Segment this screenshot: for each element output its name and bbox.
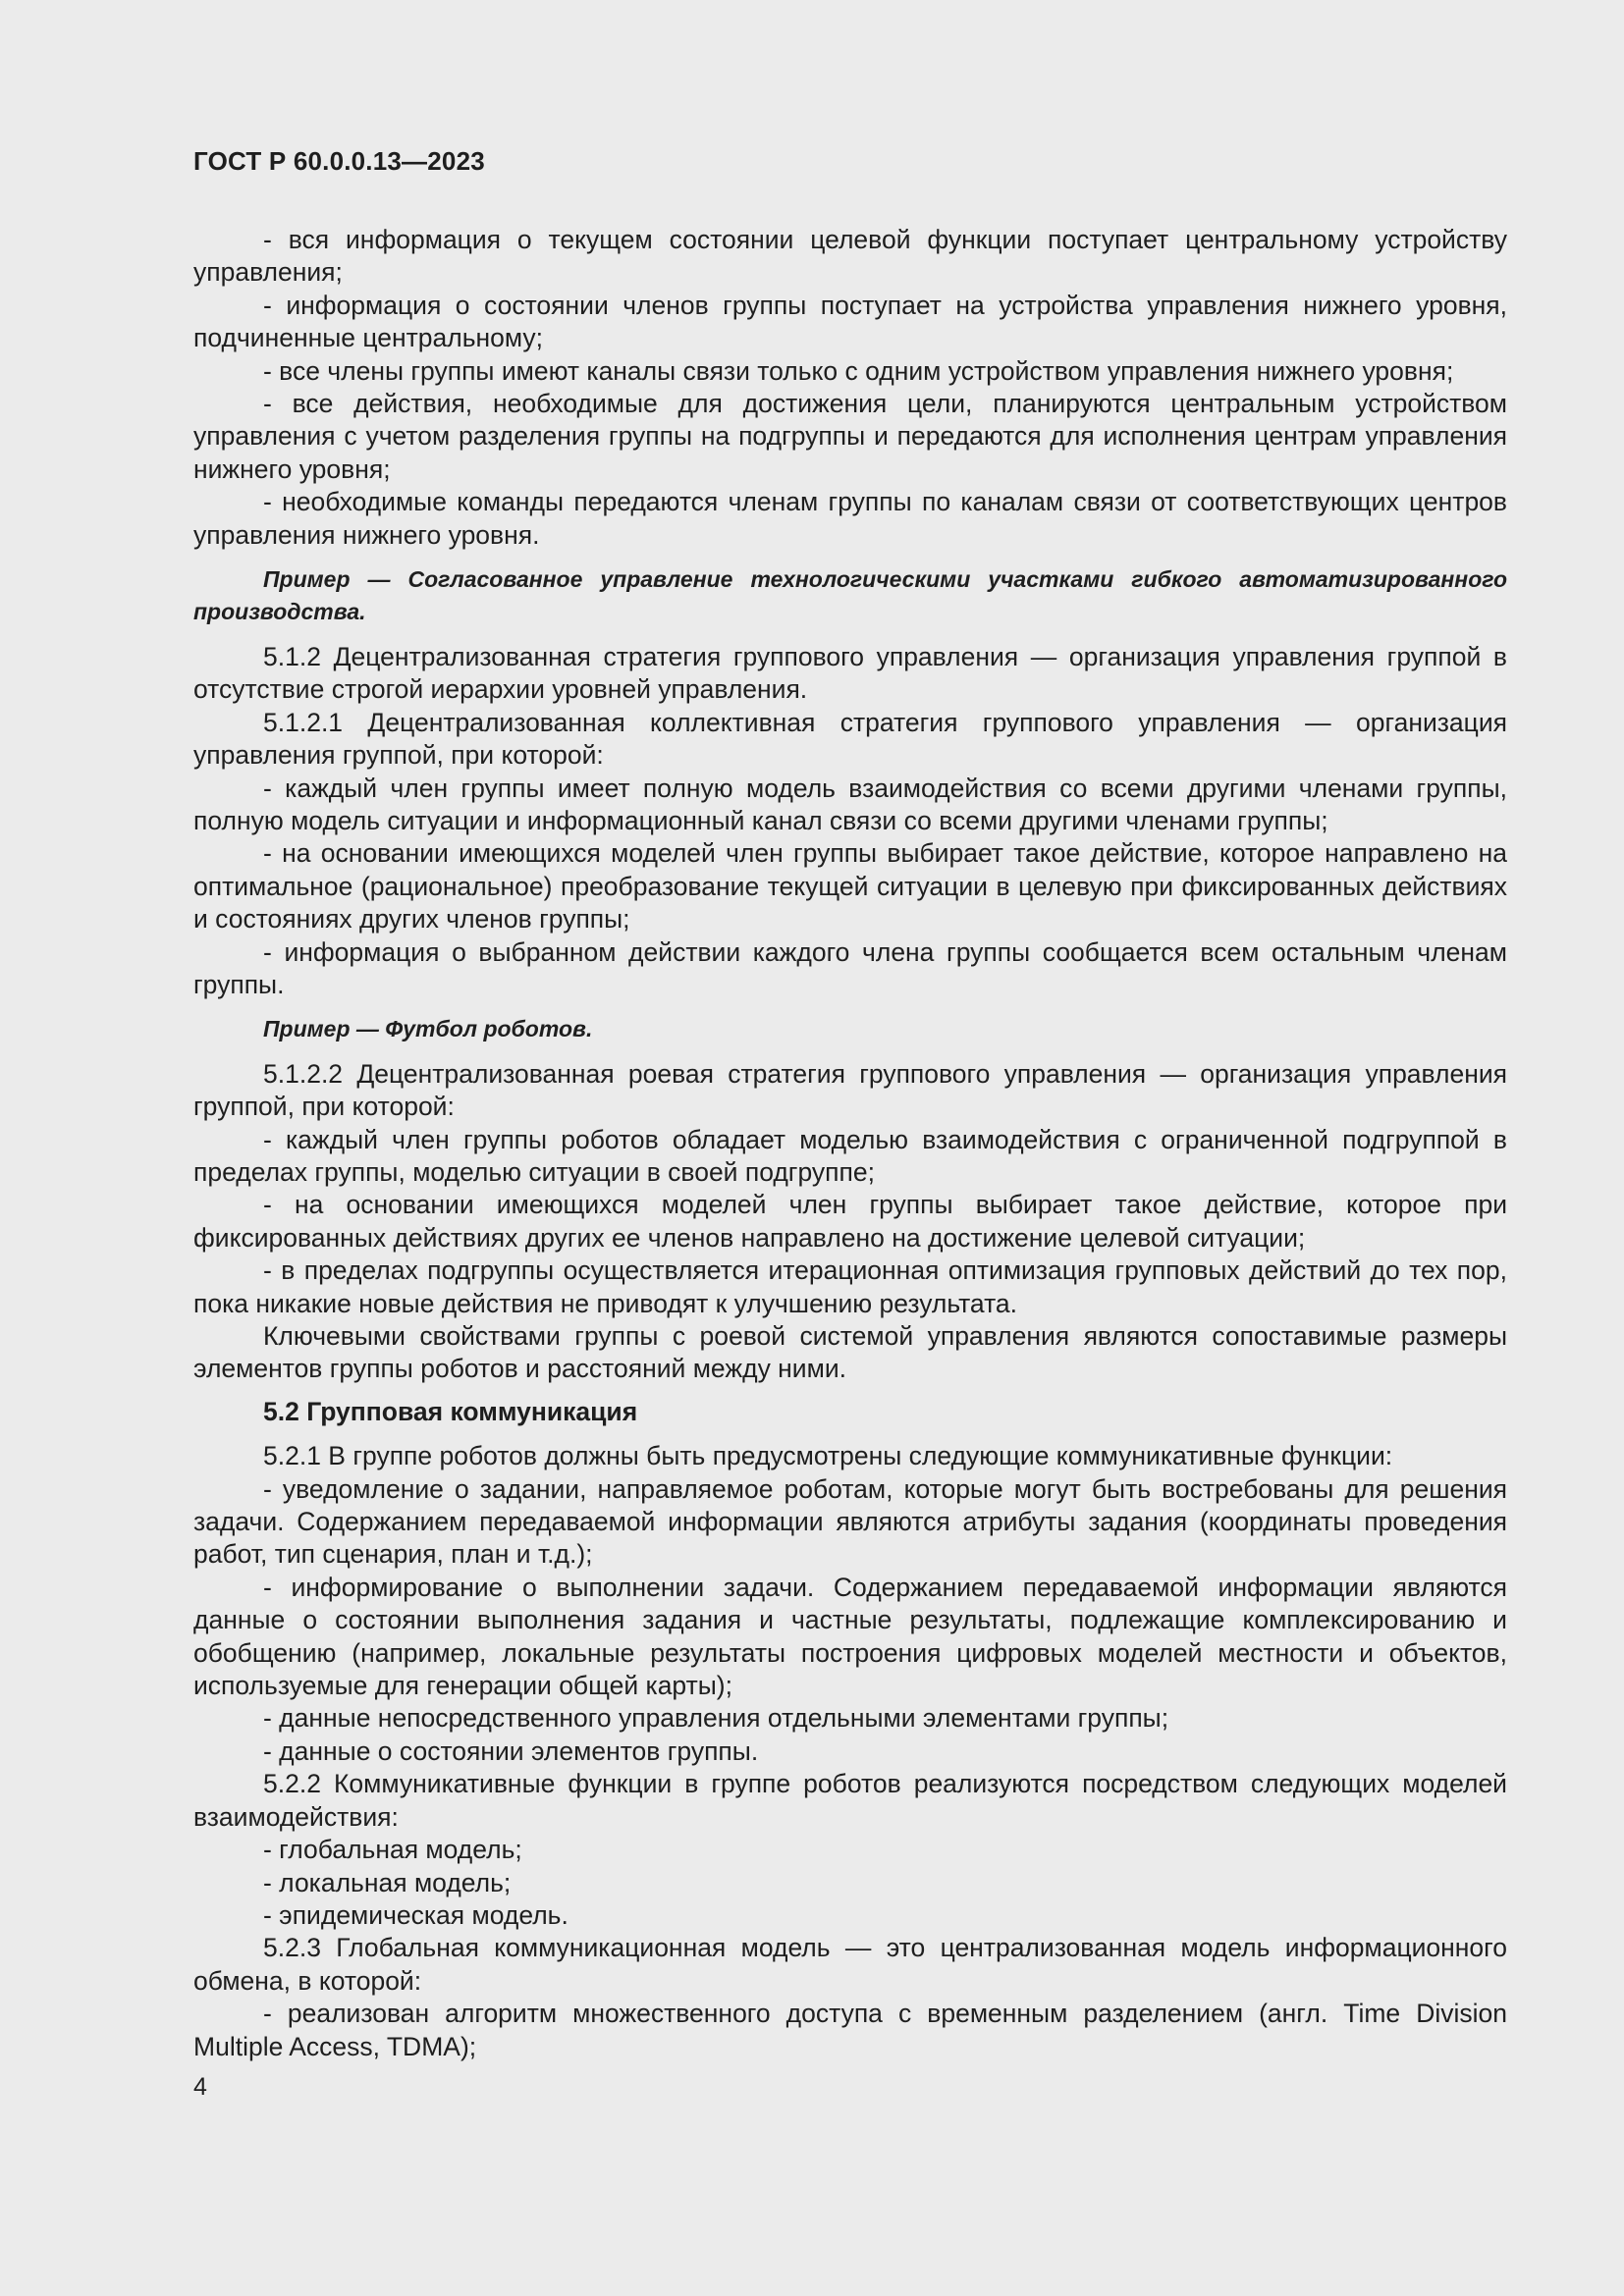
paragraph: - все действия, необходимые для достижения цели, планируются центральным устройством управления с учетом разделения группы на подгруппы и передаются для исполнения центрам управления нижнего уровня; [193,389,1507,484]
section-heading: 5.2 Групповая коммуникация [263,1396,638,1426]
paragraph: Ключевыми свойствами группы с роевой системой управления являются сопоставимые размеры элементов группы роботов и расстояний между ними. [193,1321,1507,1384]
paragraph: - вся информация о текущем состоянии целевой функции поступает центральному устройству управления; [193,225,1507,288]
paragraph: - данные непосредственного управления отдельными элементами группы; [263,1703,1169,1734]
paragraph: 5.2.1 В группе роботов должны быть предусмотрены следующие коммуникативные функции: [263,1441,1393,1471]
page-number: 4 [193,2073,207,2101]
paragraph: - все члены группы имеют каналы связи только с одним устройством управления нижнего уровня; [263,355,1454,386]
paragraph: 5.2.3 Глобальная коммуникационная модель — это централизованная модель информационного обмена, в которой: [193,1933,1507,1996]
paragraph: - каждый член группы имеет полную модель взаимодействия со всеми другими членами группы, полную модель ситуации и информационный канал связи со всеми другими членами группы; [193,773,1507,835]
example-note: Пример — Согласованное управление технологическими участками гибкого автоматизированного производства. [193,566,1507,625]
paragraph: - информация о выбранном действии каждого члена группы сообщается всем остальным членам группы. [193,936,1507,999]
paragraph: - данные о состоянии элементов группы. [263,1735,759,1766]
paragraph: - необходимые команды передаются членам группы по каналам связи от соответствующих центров управления нижнего уровня. [193,487,1507,550]
paragraph: - эпидемическая модель. [263,1899,568,1930]
document-header: ГОСТ Р 60.0.0.13—2023 [193,146,485,176]
document-body [193,224,1507,2063]
paragraph: 5.1.2 Децентрализованная стратегия группового управления — организация управления группой в отсутствие строгой иерархии уровней управления. [193,641,1507,705]
paragraph: - каждый член группы роботов обладает моделью взаимодействия с ограниченной подгруппой в пределах группы, моделью ситуации в своей подгруппе; [193,1124,1507,1187]
paragraph: 5.2.2 Коммуникативные функции в группе роботов реализуются посредством следующих моделей взаимодействия: [193,1769,1507,1832]
paragraph: - на основании имеющихся моделей член группы выбирает такое действие, которое при фиксированных действиях других ее членов направлено на достижение целевой ситуации; [193,1190,1507,1253]
paragraph: 5.1.2.1 Децентрализованная коллективная стратегия группового управления — организация управления группой, при которой: [193,707,1507,771]
paragraph: - глобальная модель; [263,1835,522,1865]
paragraph: - уведомление о задании, направляемое роботам, которые могут быть востребованы для решения задачи. Содержанием передаваемой информации являются атрибуты задания (координаты проведения работ, тип сценария, план и т.д.); [193,1473,1507,1570]
example-note: Пример — Футбол роботов. [263,1016,593,1042]
paragraph: - в пределах подгруппы осуществляется итерационная оптимизация групповых действий до тех пор, пока никакие новые действия не приводят к улучшению результата. [193,1255,1507,1318]
paragraph: - информирование о выполнении задачи. Содержанием передаваемой информации являются данные о состоянии выполнения задания и частные результаты, подлежащие комплексированию и обобщению (например, локальные результаты построения цифровых моделей местности и объектов, используемые для генерации общей карты); [193,1572,1507,1701]
document-page [193,0,1507,2296]
paragraph: - информация о состоянии членов группы поступает на устройства управления нижнего уровня, подчиненные центральному; [193,290,1507,353]
paragraph: - реализован алгоритм множественного доступа с временным разделением (англ. Time Division Multiple Access, TDMA); [193,1999,1507,2061]
paragraph: - на основании имеющихся моделей член группы выбирает такое действие, которое направлено на оптимальное (рациональное) преобразование текущей ситуации в целевую при фиксированных действиях и состояниях других членов группы; [193,838,1507,934]
paragraph: - локальная модель; [263,1867,512,1897]
paragraph: 5.1.2.2 Децентрализованная роевая стратегия группового управления — организация управления группой, при которой: [193,1058,1507,1122]
